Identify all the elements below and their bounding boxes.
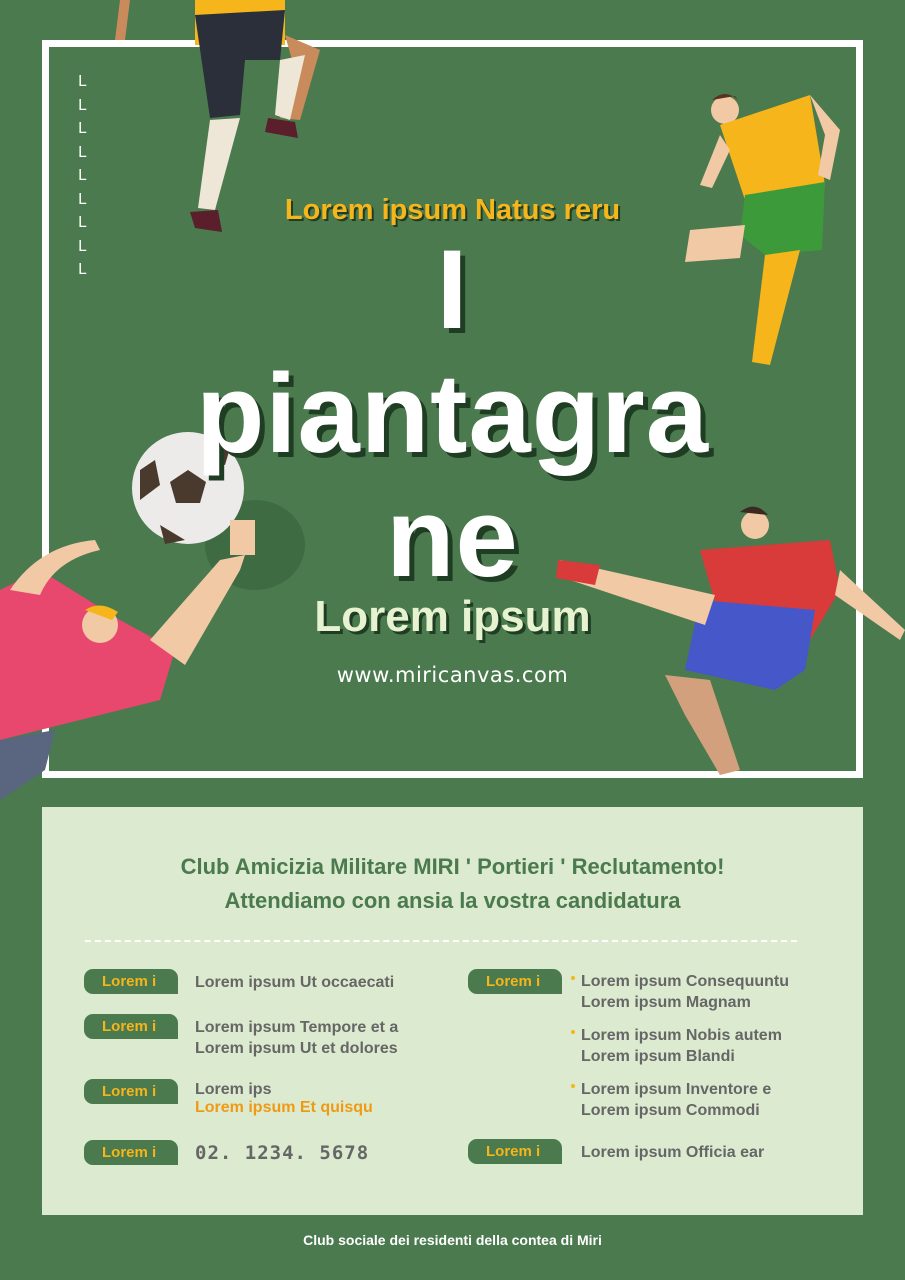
bullet-list: [581, 971, 789, 1121]
website-link[interactable]: www.miricanvas.com: [336, 663, 569, 687]
info-heading: [0, 850, 905, 918]
info-tag: Lorem i: [84, 969, 178, 994]
info-tag: Lorem i: [468, 969, 562, 994]
info-tag: Lorem i: [84, 1014, 178, 1039]
info-text: Lorem ips Lorem ipsum Et quisqu: [195, 1081, 373, 1116]
info-text: Lorem ipsum Tempore et a Lorem ipsum Ut et dolores: [195, 1019, 399, 1057]
info-text: Lorem ipsum Officia ear: [581, 1144, 765, 1161]
info-tag: Lorem i: [468, 1139, 562, 1164]
bullet-item: Lorem ipsum Consequuntu Lorem ipsum Magnam: [581, 973, 789, 1011]
poster-title: [0, 228, 905, 600]
bullet-item: Lorem ipsum Inventore e Lorem ipsum Commodi: [581, 1079, 789, 1121]
side-marks: L L L L L L L L L: [78, 72, 87, 278]
poster-subtitle: Lorem ipsum Natus reru: [284, 194, 621, 226]
info-tag: Lorem i: [84, 1140, 178, 1165]
heading-line: Club Amicizia Militare MIRI ' Portieri ' Reclutamento!: [180, 854, 725, 879]
poster-tagline: Lorem ipsum: [314, 592, 591, 641]
info-text: Lorem ipsum Ut occaecati: [195, 974, 395, 991]
title-line: I: [436, 227, 469, 352]
footer-text: Club sociale dei residenti della contea di Miri: [303, 1232, 602, 1248]
heading-line: Attendiamo con ansia la vostra candidatura: [224, 888, 681, 913]
phone-number: 02. 1234. 5678: [195, 1142, 370, 1164]
bullet-item: Lorem ipsum Nobis autem Lorem ipsum Blandi: [581, 1025, 789, 1067]
info-tag: Lorem i: [84, 1079, 178, 1104]
dashed-divider: [85, 940, 797, 942]
title-line: piantagra: [195, 351, 710, 476]
title-line: ne: [386, 475, 519, 600]
